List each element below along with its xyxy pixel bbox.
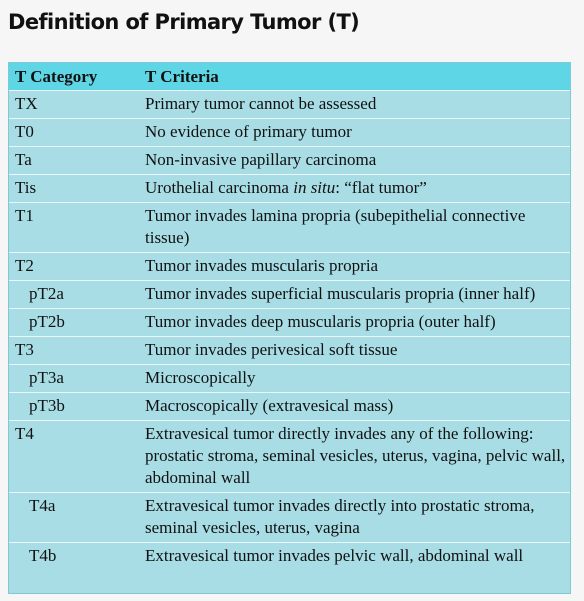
row-category: T3 [9,337,137,365]
table-row [9,421,570,493]
row-category: T4 [9,421,137,493]
criteria-text: : “flat tumor” [335,178,427,197]
table-row [9,203,570,253]
row-category: pT3b [9,393,137,421]
row-criteria: No evidence of primary tumor [137,119,570,147]
row-category: T2 [9,253,137,281]
table-row [9,91,570,119]
table-row [9,543,570,571]
row-criteria: Non-invasive papillary carcinoma [137,147,570,175]
table-row [9,253,570,281]
row-category: Tis [9,175,137,203]
table-row [9,309,570,337]
row-criteria: Tumor invades lamina propria (subepithelial connective tissue) [137,203,570,253]
criteria-italic-text: in situ [293,178,336,197]
row-category: T1 [9,203,137,253]
table-row [9,393,570,421]
table-row [9,337,570,365]
row-criteria: Tumor invades muscularis propria [137,253,570,281]
row-criteria: Extravesical tumor directly invades any of the following: prostatic stroma, seminal vesicles, uterus, vagina, pelvic wall, abdominal wall [137,421,570,493]
row-category: T0 [9,119,137,147]
table-row [9,175,570,203]
table-header-row [9,63,570,91]
row-criteria [137,175,570,203]
row-category: T4b [9,543,137,571]
table-row [9,493,570,543]
page-title: Definition of Primary Tumor (T) [8,10,360,34]
table-row [9,281,570,309]
row-criteria: Extravesical tumor invades pelvic wall, abdominal wall [137,543,570,571]
row-category: pT2b [9,309,137,337]
row-category: pT3a [9,365,137,393]
header-t-category: T Category [9,63,137,91]
table [9,63,570,570]
table-row [9,119,570,147]
header-t-criteria: T Criteria [137,63,570,91]
t-category-table [8,62,571,594]
row-category: Ta [9,147,137,175]
criteria-text: Urothelial carcinoma [145,178,294,197]
row-criteria: Tumor invades perivesical soft tissue [137,337,570,365]
row-category: TX [9,91,137,119]
table-row [9,147,570,175]
row-criteria: Macroscopically (extravesical mass) [137,393,570,421]
row-criteria: Microscopically [137,365,570,393]
row-criteria: Tumor invades superficial muscularis propria (inner half) [137,281,570,309]
row-criteria: Tumor invades deep muscularis propria (outer half) [137,309,570,337]
row-category: pT2a [9,281,137,309]
row-criteria: Primary tumor cannot be assessed [137,91,570,119]
row-criteria: Extravesical tumor invades directly into prostatic stroma, seminal vesicles, uterus, vagina [137,493,570,543]
table-row [9,365,570,393]
row-category: T4a [9,493,137,543]
